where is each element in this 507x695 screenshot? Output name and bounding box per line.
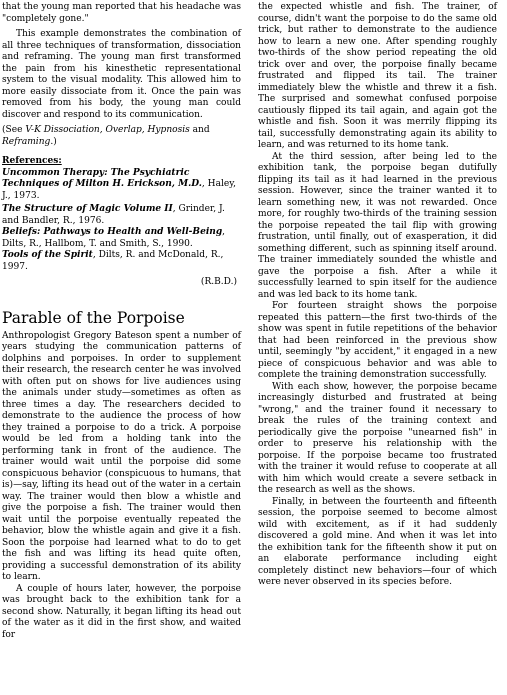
right-column [258,2,497,589]
reference-title: The Structure of Magic Volume II [2,204,173,214]
reference-item [2,168,241,203]
references-heading: References: [2,156,62,166]
paragraph: With each show, however, the porpoise became increasingly disturbed and frustrated at being "wrong," and the trainer found it necessary to break the rules of the training context and periodically give the porpoise "unearned fish" in order to preserve his relationship with the porpoise. If the porpoise became too frustrated with the trainer it would refuse to cooperate at all with him which would create a severe setback in the research as well as the shows. [258,381,497,495]
paragraph: that the young man reported that his headache was "completely gone." [2,2,241,24]
paragraph: Anthropologist Gregory Bateson spent a number of years studying the communication patterns of dolphins and porpoises. In order to supplement their research, the research center he was involved with often put on shows for live audiences using the animals under study—sometimes as often as three times a day. The researchers decided to demonstrate to the audience the process of how they trained a porpoise to do a trick. A porpoise would be led from a holding tank into the performing tank in front of the audience. The trainer would wait until the porpoise did some conspicuous behavior (conspicuous to humans, that is)—say, lifting its head out of the water in a certain way. The trainer would then blow a whistle and give the porpoise a fish. The trainer would then wait until the porpoise eventually repeated the behavior, blow the whistle again and give it a fish. Soon the porpoise had learned what to do to get the fish and was lifting its head quite often, providing a successful demonstration of its ability to learn. [2,330,241,582]
see-also [2,125,241,148]
paragraph: This example demonstrates the combination of all three techniques of transformation, dissociation and reframing. The young man first transformed the pain from his kinesthetic representational system to the visual modality. This allowed him to more easily dissociate from it. Once the pain was removed from his body, the young man could discover and respond to its communication. [2,29,241,120]
paragraph: A couple of hours later, however, the porpoise was brought back to the exhibition tank for a second show. Naturally, it began lifting its head out of the water as it did in the first show, and waited for [2,583,241,640]
see-items: V-K Dissociation, Overlap, Hypnosis [25,125,190,135]
section-title: Parable of the Porpoise [2,308,185,327]
reference-detail: , Dilts, R., Hallbom, T. and Smith, S., 1990. [2,227,226,249]
see-close: .) [50,136,57,147]
paragraph: At the third session, after being led to the exhibition tank, the porpoise began dutifully flipping its tail as it had learned in the previous session. However, since the trainer wanted it to learn something new, it was not rewarded. Once more, for roughly two-thirds of the training session the porpoise repeated the tail flip with growing frustration, until finally, out of exasperation, it did something different, such as spinning itself around. The trainer immediately sounded the whistle and gave the porpoise a fish. After a while it successfully learned to spin itself for the audience and was led back to its home tank. [258,151,497,300]
reference-title: Uncommon Therapy: The Psychiatric Techniques of Milton H. Erickson, M.D. [2,167,202,189]
paragraph: Finally, in between the fourteenth and fifteenth session, the porpoise seemed to become almost wild with excitement, as if it had suddenly discovered a gold mine. And when it was let into the exhibition tank for the fifteenth show it put on an elaborate performance including eight completely distinct new behaviors—four of which were never observed in its species before. [258,496,497,587]
reference-item [2,227,241,250]
reference-detail: , Grinder, J. and Bandler, R., 1976. [2,204,225,226]
see-open: (See [2,125,26,135]
paragraph: For fourteen straight shows the porpoise repeated this pattern—the first two-thirds of the show was spent in futile repetitions of the behavior that had been reinforced in the previous show until, seemingly "by accident," it engaged in a new piece of conspicuous behavior and was able to complete the training demonstration successfully. [258,301,497,380]
reference-item [2,250,241,273]
author-initials: (R.B.D.) [200,277,237,287]
reference-title: Beliefs: Pathways to Health and Well-Being [2,227,223,237]
see-and: and [189,125,210,135]
reference-title: Tools of the Spirit [2,250,93,260]
reference-detail: , Dilts, R. and McDonald, R., 1997. [2,250,224,272]
paragraph: the expected whistle and fish. The trainer, of course, didn't want the porpoise to do the same old trick, but rather to demonstrate to the audience how to learn a new one. After spending roughly two-thirds of the show period repeating the old trick over and over, the porpoise finally became frustrated and flipped its tail. The trainer immediately blew the whistle and threw it a fish. The surprised and somewhat confused porpoise cautiously flipped its tail again, and again got the whistle and fish. Soon it was merrily flipping its tail, successfully demonstrating again its ability to learn, and was returned to its home tank. [258,2,497,150]
left-column [2,2,241,641]
reference-item [2,204,241,227]
see-last: Reframing [2,136,51,147]
reference-detail: , Haley, J., 1973. [2,179,236,201]
